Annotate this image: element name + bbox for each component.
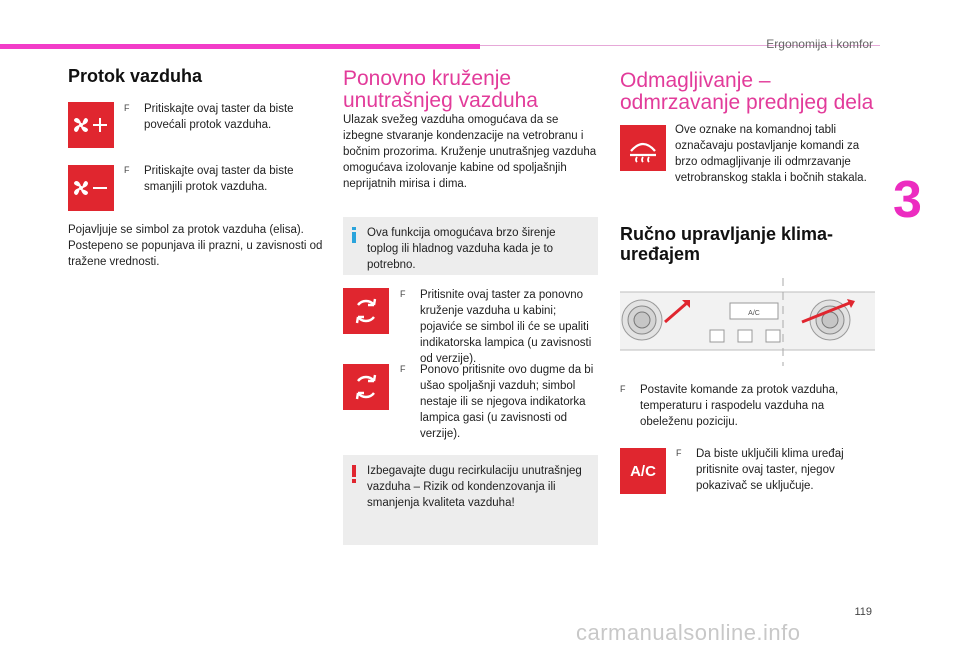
airflow-decrease-text: Pritiskajte ovaj taster da biste smanjili protok vazduha. <box>144 165 294 193</box>
bullet-marker: F <box>676 448 682 458</box>
warning-icon <box>351 465 357 483</box>
defrost-icon <box>620 125 666 171</box>
warning-note-text: Izbegavajte dugu recirkulaciju unutrašnjeg vazduha – Rizik od kondenzovanja ili smanjenja kvaliteta vazduha! <box>367 465 582 509</box>
header-accent-bar <box>0 44 480 49</box>
recirculation-icon <box>343 364 389 410</box>
defrost-text: Ove oznake na komandnoj tabli označavaju postavljanje komandi za brzo odmagljivanje ili odmrzavanje vetrobranskog stakla i bočnih stakala. <box>675 124 867 184</box>
page-number: 119 <box>854 606 872 618</box>
info-icon <box>351 227 357 243</box>
ac-item <box>676 446 876 494</box>
info-note <box>343 217 598 275</box>
set-controls-item <box>620 382 875 430</box>
ac-text: Da biste uključili klima uređaj pritisnite ovaj taster, njegov pokazivač se uključuje. <box>696 448 844 492</box>
recirculation-off-text: Ponovo pritisnite ovo dugme da bi ušao spoljašnji vazduh; simbol nestaje ili se njegova indikatorka lampica gasi (u zavisnosti od verzije). <box>420 364 594 440</box>
recirculation-on-text: Pritisnite ovaj taster za ponovno kruženje vazduha u kabini; pojaviće se simbol ili će se upaliti indikatorska lampica (u zavisnosti od verzije). <box>420 289 592 365</box>
recirculation-intro: Ulazak svežeg vazduha omogućava da se izbegne stvaranje kondenzacije na vetrobranu i bočnim prozorima. Kruženje unutrašnjeg vazduha omogućava izolovanje kabine od spoljašnjih neprijatnih mirisa i dima. <box>343 114 597 190</box>
recirculation-title <box>343 68 603 112</box>
warning-note <box>343 455 598 545</box>
airflow-title: Protok vazduha <box>68 66 203 86</box>
recirculation-on-item <box>400 287 600 367</box>
watermark: carmanualsonline.info <box>576 620 801 645</box>
left-knob <box>622 300 662 340</box>
climate-panel-illustration <box>620 270 875 370</box>
manual-ac-title-line2: uređajem <box>620 244 701 264</box>
airflow-increase-item <box>124 101 314 133</box>
bullet-marker: F <box>400 364 406 374</box>
panel-ac-label: A/C <box>748 310 760 317</box>
bullet-marker: F <box>124 103 130 113</box>
defrost-title-line2: odmrzavanje prednjeg dela <box>620 91 874 114</box>
section-header: Ergonomija i komfor <box>766 37 873 51</box>
recirculation-title-line1: Ponovno kruženje <box>343 67 512 90</box>
chapter-number: 3 <box>893 171 922 229</box>
airflow-increase-text: Pritiskajte ovaj taster da biste povećali protok vazduha. <box>144 103 294 131</box>
defrost-title-line1: Odmagljivanje – <box>620 69 771 92</box>
manual-ac-title <box>620 224 890 264</box>
recirculation-off-item <box>400 362 600 442</box>
ac-icon <box>620 448 666 494</box>
defrost-title <box>620 70 890 114</box>
bullet-marker: F <box>124 165 130 175</box>
info-note-text: Ova funkcija omogućava brzo širenje toplog ili hladnog vazduha kada je to potrebno. <box>367 227 556 271</box>
recirculation-icon <box>343 288 389 334</box>
manual-ac-title-line1: Ručno upravljanje klima- <box>620 224 834 244</box>
bullet-marker: F <box>620 384 626 394</box>
bullet-marker: F <box>400 289 406 299</box>
airflow-decrease-item <box>124 163 314 195</box>
fan-plus-icon <box>68 102 114 148</box>
recirculation-title-line2: unutrašnjeg vazduha <box>343 89 538 112</box>
ac-icon-label: A/C <box>630 462 656 480</box>
set-controls-text: Postavite komande za protok vazduha, temperaturu i raspodelu vazduha na obeleženu poziciju. <box>640 384 839 428</box>
fan-minus-icon <box>68 165 114 211</box>
airflow-paragraph: Pojavljuje se simbol za protok vazduha (elisa). Postepeno se popunjava ili prazni, u zavisnosti od tražene vrednosti. <box>68 224 323 268</box>
